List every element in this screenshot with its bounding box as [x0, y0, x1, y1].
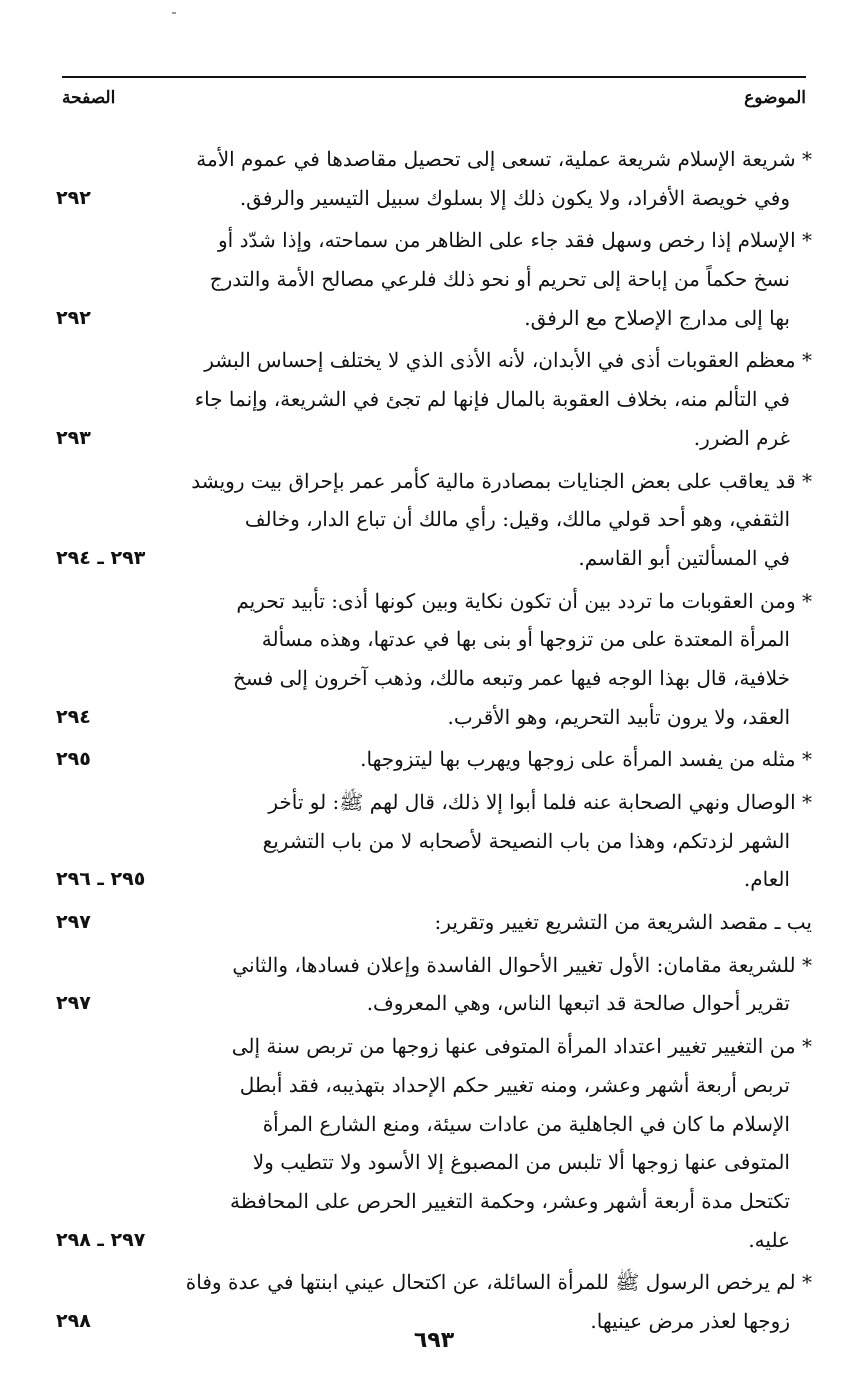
entry-line: المتوفى عنها زوجها ألا تلبس من المصبوغ إلا الأسود ولا تتطيب ولا	[252, 1150, 790, 1175]
index-entry	[56, 341, 812, 457]
entry-line: الشهر لزدتكم، وهذا من باب النصيحة لأصحابه لا من باب التشريع	[262, 828, 790, 853]
entry-page-ref: ٢٩٤	[56, 705, 91, 728]
entry-page-ref: ٢٩٧	[56, 911, 91, 934]
entry-line: تربص أربعة أشهر وعشر، ومنه تغيير حكم الإحداد بتهذيبه، فقد أبطل	[239, 1072, 790, 1097]
entry-line: في التألم منه، بخلاف العقوبة بالمال فإنها لم تجئ في الشريعة، وإنما جاء	[194, 387, 790, 412]
index-entries	[56, 140, 812, 1345]
entry-page-ref: ٢٩٧ ـ ٢٩٨	[56, 1228, 146, 1251]
entry-page-ref: ٢٩٥	[56, 748, 91, 771]
index-entry	[56, 1027, 812, 1259]
page-number: ٦٩٣	[413, 1328, 455, 1353]
entry-line: * مثله من يفسد المرأة على زوجها ويهرب بها ليتزوجها.	[360, 747, 812, 772]
entry-page-ref: ٢٩٢	[56, 306, 91, 329]
entry-line: العقد، ولا يرون تأبيد التحريم، وهو الأقرب.	[447, 704, 790, 729]
index-entry	[56, 462, 812, 578]
entry-line: * لم يرخص الرسول ﷺ للمرأة السائلة، عن اكتحال عيني ابنتها في عدة وفاة	[185, 1270, 812, 1295]
index-entry	[56, 582, 812, 737]
entry-line: يب ـ مقصد الشريعة من التشريع تغيير وتقرير:	[434, 910, 812, 935]
index-entry	[56, 946, 812, 1023]
entry-page-ref: ٢٩٧	[56, 992, 91, 1015]
entry-line: خلافية، قال بهذا الوجه فيها عمر وتبعه مالك، وذهب آخرون إلى فسخ	[232, 665, 790, 690]
entry-line: زوجها لعذر مرض عينيها.	[590, 1308, 790, 1333]
header-rule	[62, 76, 806, 78]
index-entry	[56, 140, 812, 217]
page-column-label: الصفحة	[62, 88, 116, 108]
entry-line: * من التغيير تغيير اعتداد المرأة المتوفى عنها زوجها من تربص سنة إلى	[231, 1034, 812, 1059]
entry-line: * قد يعاقب على بعض الجنايات بمصادرة مالية كأمر عمر بإحراق بيت رويشد	[191, 468, 812, 493]
entry-page-ref: ٢٩٣	[56, 426, 91, 449]
entry-line: غرم الضرر.	[693, 425, 790, 450]
entry-line: المرأة المعتدة على من تزوجها أو بنى بها في عدتها، وهذه مسألة	[261, 627, 790, 652]
entry-line: نسخ حكماً من إباحة إلى تحريم أو نحو ذلك فلرعي مصالح الأمة والتدرج	[209, 267, 790, 292]
entry-line: تقرير أحوال صالحة قد اتبعها الناس، وهي المعروف.	[366, 991, 790, 1016]
index-entry	[56, 783, 812, 899]
entry-line: * شريعة الإسلام شريعة عملية، تسعى إلى تحصيل مقاصدها في عموم الأمة	[196, 147, 812, 171]
entry-page-ref: ٢٩٥ ـ ٢٩٦	[56, 868, 146, 891]
column-header	[62, 84, 806, 112]
entry-line: * معظم العقوبات أذى في الأبدان، لأنه الأذى الذي لا يختلف إحساس البشر	[204, 348, 812, 373]
entry-page-ref: ٢٩٢	[56, 186, 91, 209]
index-entry	[56, 903, 812, 942]
entry-line: في المسألتين أبو القاسم.	[578, 545, 790, 570]
index-entry	[56, 740, 812, 779]
index-entry	[56, 221, 812, 337]
entry-line: العام.	[743, 867, 790, 892]
entry-line: بها إلى مدارج الإصلاح مع الرفق.	[524, 305, 790, 330]
entry-line: الإسلام ما كان في الجاهلية من عادات سيئة، ومنع الشارع المرأة	[262, 1111, 790, 1136]
entry-page-ref: ٢٩٨	[56, 1309, 91, 1332]
topic-column-label: الموضوع	[744, 88, 806, 108]
entry-line: * ومن العقوبات ما تردد بين أن تكون نكاية وبين كونها أذى: تأبيد تحريم	[236, 588, 812, 613]
entry-line: عليه.	[748, 1227, 790, 1252]
entry-page-ref: ٢٩٣ ـ ٢٩٤	[56, 546, 146, 569]
entry-line: * الإسلام إذا رخص وسهل فقد جاء على الظاهر من سماحته، وإذا شدّد أو	[218, 228, 812, 253]
entry-line: وفي خويصة الأفراد، ولا يكون ذلك إلا بسلوك سبيل التيسير والرفق.	[239, 185, 790, 210]
entry-line: * للشريعة مقامان: الأول تغيير الأحوال الفاسدة وإعلان فسادها، والثاني	[232, 952, 812, 977]
entry-line: تكتحل مدة أربعة أشهر وعشر، وحكمة التغيير الحرص على المحافظة	[230, 1188, 790, 1213]
entry-line: * الوصال ونهي الصحابة عنه فلما أبوا إلا ذلك، قال لهم ﷺ: لو تأخر	[268, 790, 812, 814]
entry-line: الثقفي، وهو أحد قولي مالك، وقيل: رأي مالك أن تباع الدار، وخالف	[244, 507, 790, 532]
scan-mark	[172, 12, 176, 14]
